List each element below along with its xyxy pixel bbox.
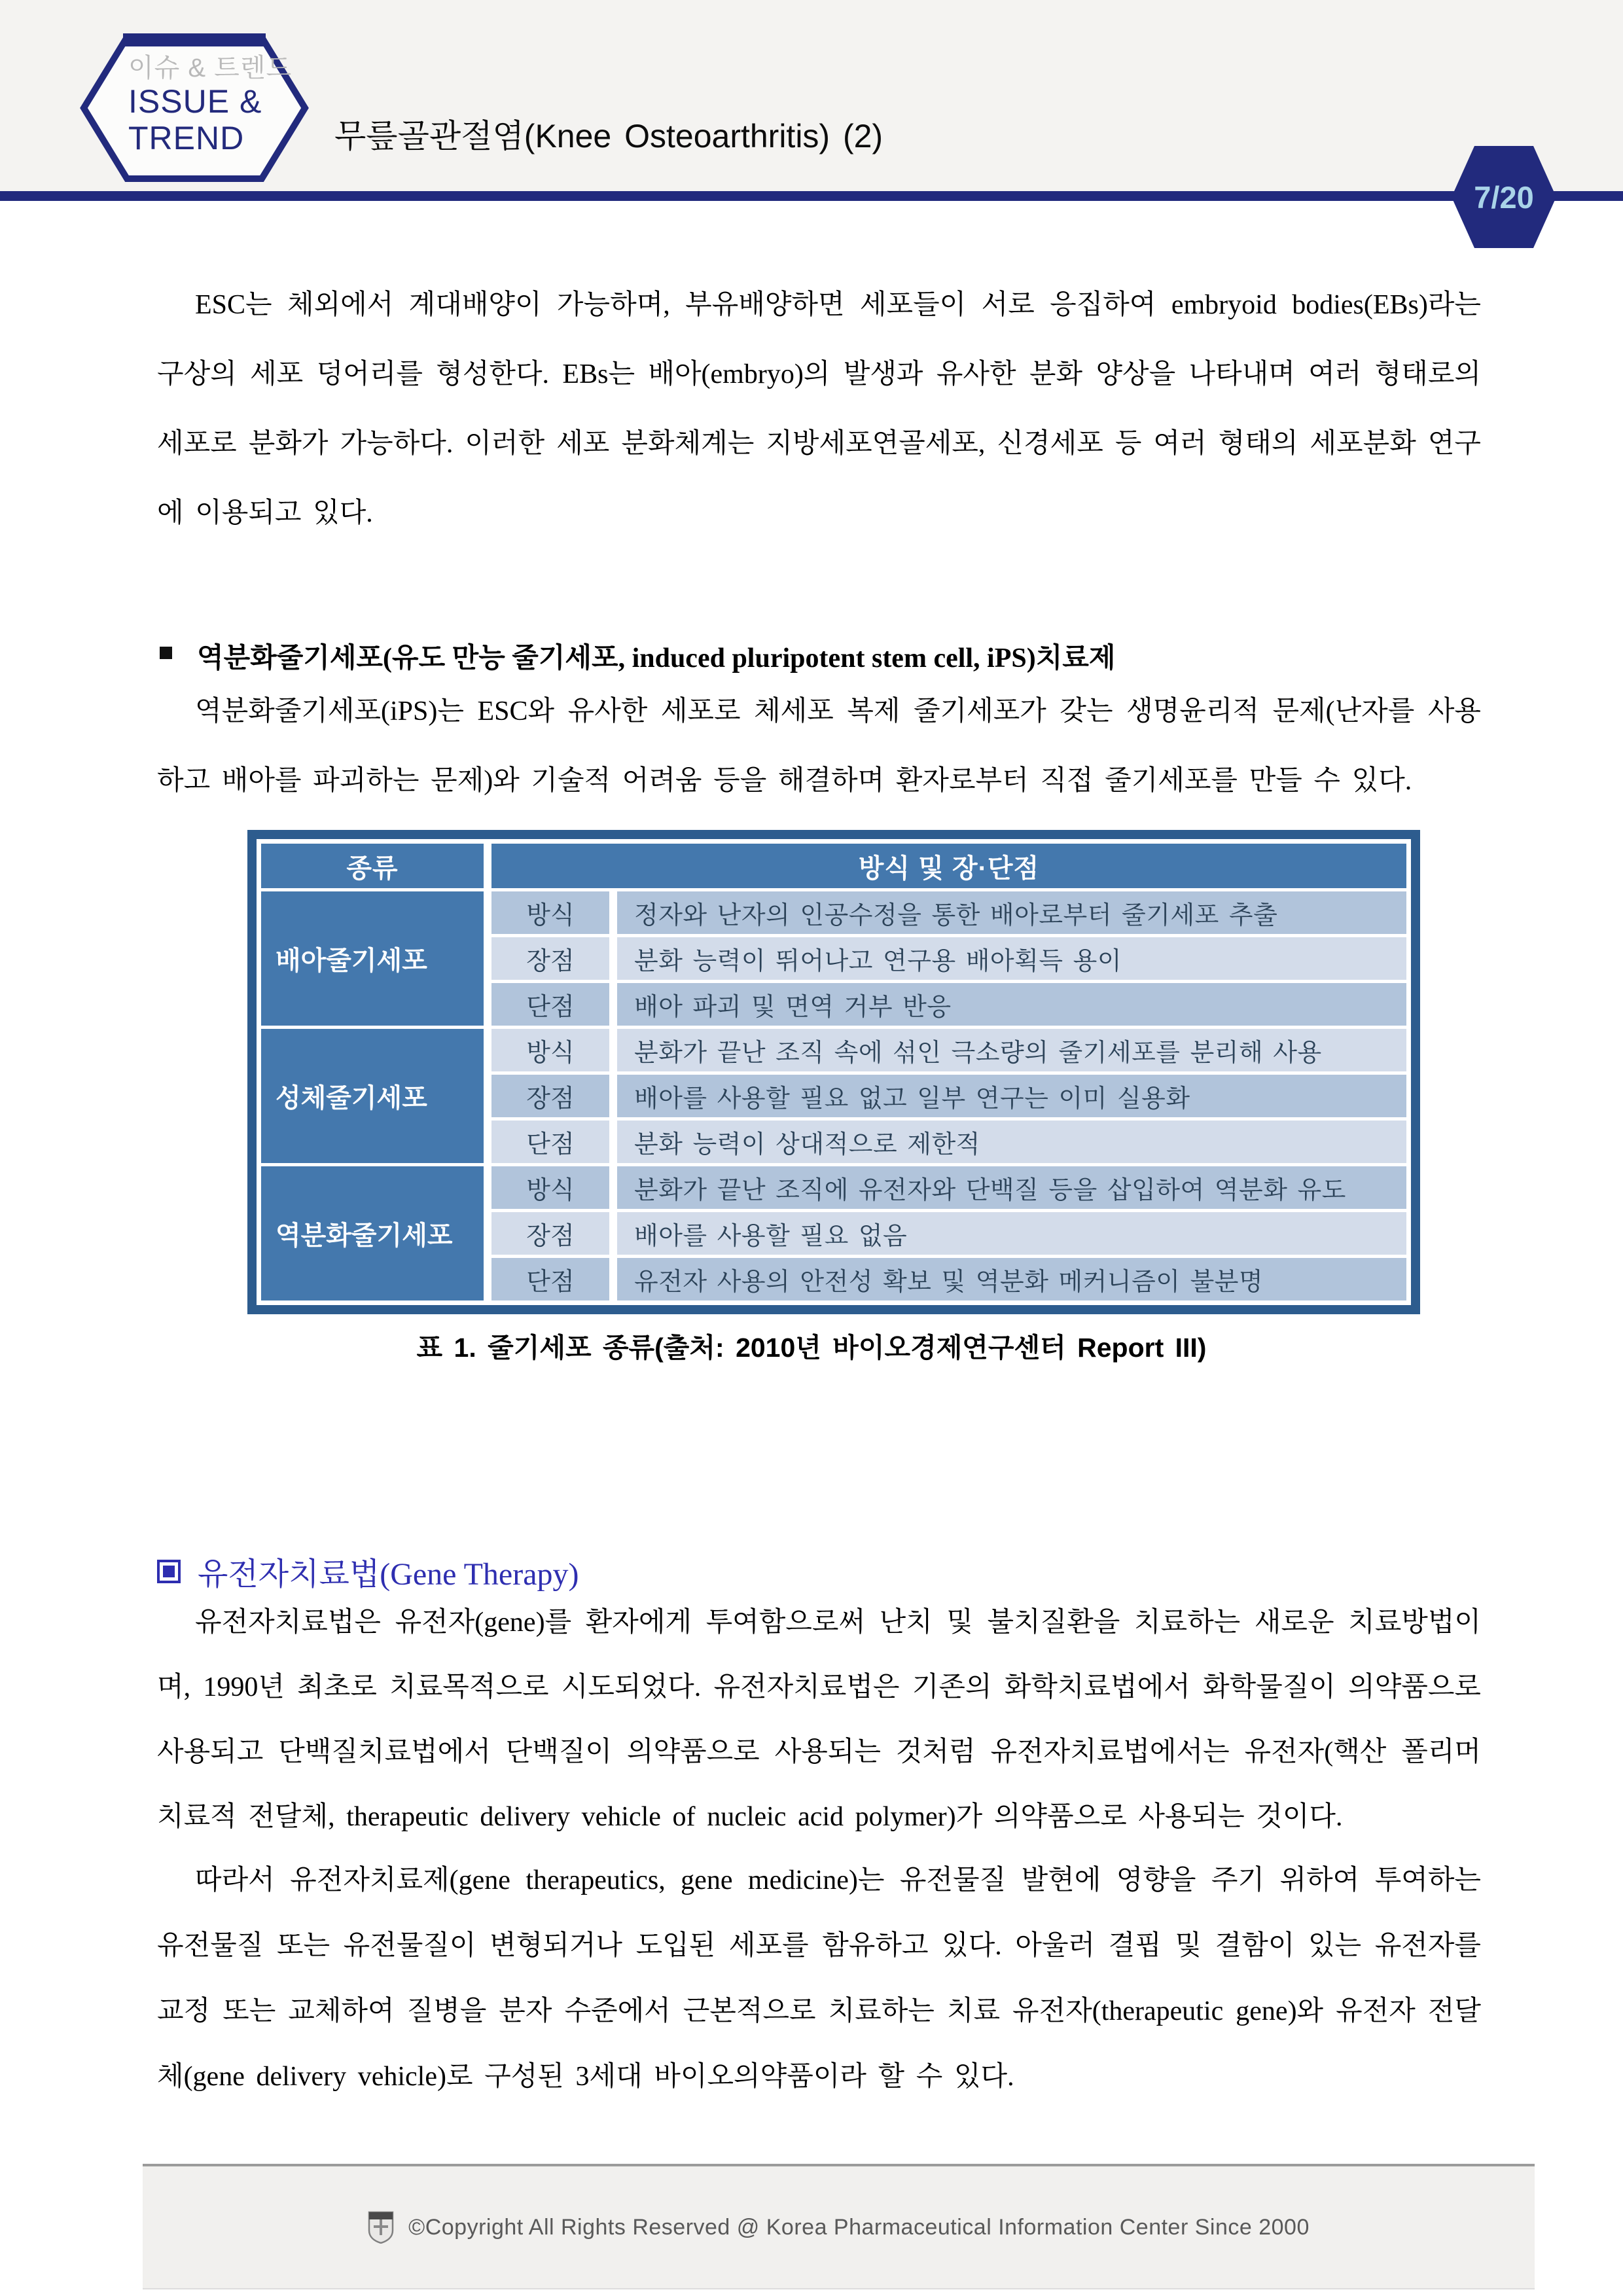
heading-gene-therapy [157,1549,579,1594]
table-row-group-induced: 역분화줄기세포 [261,1166,484,1300]
logo-text-block [128,54,292,156]
heading-ips-therapy [157,636,1481,675]
row-label: 단점 [491,1258,609,1300]
row-label: 장점 [491,937,609,980]
paragraph-ips: 역분화줄기세포(iPS)는 ESC와 유사한 세포로 체세포 복제 줄기세포가 갖는 생명윤리적 문제(난자를 사용하고 배아를 파괴하는 문제)와 기술적 어려움 등을 해결하며 환자로부터 직접 줄기세포를 만들 수 있다. [157,696,1481,796]
row-label: 단점 [491,983,609,1026]
row-label: 방식 [491,1029,609,1071]
page-number-badge: 7/20 [1474,179,1534,215]
heading-gene-label: 유전자치료법(Gene Therapy) [198,1557,579,1592]
row-text: 분화 능력이 상대적으로 제한적 [617,1121,1406,1163]
page-title: 무릎골관절염(Knee Osteoarthritis) (2) [334,118,883,154]
row-label: 장점 [491,1075,609,1117]
logo-issue-label: ISSUE & [128,82,262,120]
footer [143,2164,1535,2289]
paragraph-gene-2: 따라서 유전자치료제(gene therapeutics, gene medicine)는 유전물질 발현에 영향을 주기 위하여 투여하는 유전물질 또는 유전물질이 변형되거나 도입된 세포를 함유하고 있다. 아울러 결핍 및 결함이 있는 유전자를 교정 또는 교체하여 질병을 분자 수준에서 근본적으로 치료하는 치료 유전자(therapeutic gene)와 유전자 전달체(gene delivery vehicle)로 구성된 3세대 바이오의약품이라 할 수 있다. [157,1865,1481,2092]
row-text: 배아 파괴 및 면역 거부 반응 [617,983,1406,1026]
row-label: 방식 [491,891,609,934]
heading-ips-label: 역분화줄기세포(유도 만능 줄기세포, induced pluripotent stem cell, iPS)치료제 [197,643,1116,673]
stem-cell-table [247,830,1420,1314]
row-label: 단점 [491,1121,609,1163]
table-header-type: 종류 [261,844,484,888]
row-text: 유전자 사용의 안전성 확보 및 역분화 메커니즘이 불분명 [617,1258,1406,1300]
paragraph-esc: ESC는 체외에서 계대배양이 가능하며, 부유배양하면 세포들이 서로 응집하여 embryoid bodies(EBs)라는 구상의 세포 덩어리를 형성한다. EBs는 배아(embryo)의 발생과 유사한 분화 양상을 나타내며 여러 형태로의 세포로 분화가 가능하다. 이러한 세포 분화체계는 지방세포연골세포, 신경세포 등 여러 형태의 세포분화 연구에 이용되고 있다. [157,290,1481,528]
row-label: 장점 [491,1212,609,1255]
row-label: 방식 [491,1166,609,1209]
square-bullet-icon [160,647,172,659]
paragraph-gene-1: 유전자치료법은 유전자(gene)를 환자에게 투여함으로써 난치 및 불치질환을 치료하는 새로운 치료방법이며, 1990년 최초로 치료목적으로 시도되었다. 유전자치료법은 기존의 화학치료법에서 화학물질이 의약품으로 사용되고 단백질치료법에서 단백질이 의약품으로 사용되는 것처럼 유전자치료법에서는 유전자(핵산 폴리머 치료적 전달체, therapeutic delivery vehicle of nucleic acid polymer)가 의약품으로 사용되는 것이다. [157,1607,1481,1832]
logo-korean-label: 이슈 & 트렌드 [128,54,293,82]
shield-logo-icon [368,2211,394,2244]
table-header-method: 방식 및 장·단점 [491,844,1406,888]
row-text: 분화가 끝난 조직 속에 섞인 극소량의 줄기세포를 분리해 사용 [617,1029,1406,1071]
table-row-group-embryonic: 배아줄기세포 [261,891,484,1026]
copyright-text: ©Copyright All Rights Reserved @ Korea Pharmaceutical Information Center Since 2000 [408,2214,1310,2240]
logo-trend-label: TREND [128,119,245,156]
boxed-square-bullet-icon [157,1560,181,1583]
stem-cell-table-grid [261,844,1406,1300]
row-text: 배아를 사용할 필요 없음 [617,1212,1406,1255]
row-text: 정자와 난자의 인공수정을 통한 배아로부터 줄기세포 추출 [617,891,1406,934]
row-text: 분화가 끝난 조직에 유전자와 단백질 등을 삽입하여 역분화 유도 [617,1166,1406,1209]
header-rule [0,191,1623,201]
footer-inner [368,2211,1310,2244]
row-text: 배아를 사용할 필요 없고 일부 연구는 이미 실용화 [617,1075,1406,1117]
row-text: 분화 능력이 뛰어나고 연구용 배아획득 용이 [617,937,1406,980]
table-row-group-adult: 성체줄기세포 [261,1029,484,1163]
table-caption: 표 1. 줄기세포 종류(출처: 2010년 바이오경제연구센터 Report III) [416,1333,1207,1363]
